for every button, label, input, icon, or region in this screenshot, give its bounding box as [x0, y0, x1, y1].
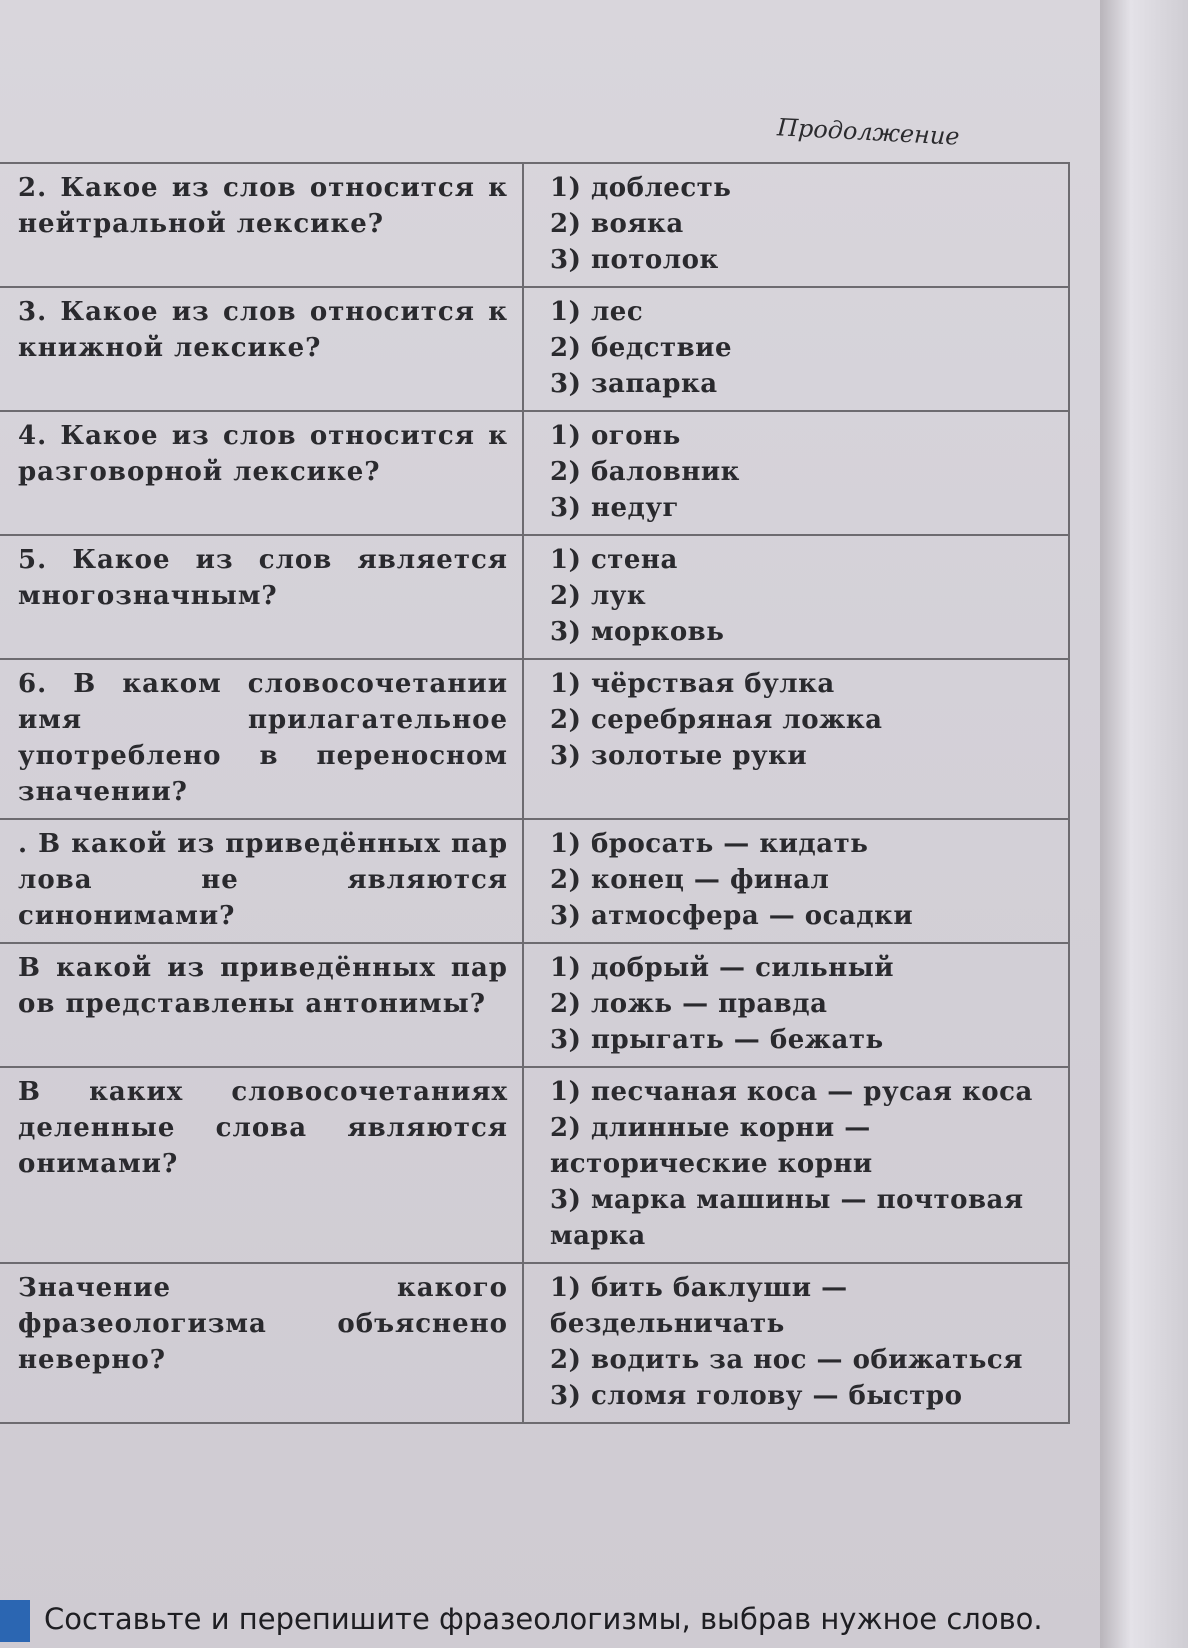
options-cell	[523, 1067, 1069, 1263]
option: 2) вояка	[550, 209, 684, 239]
option: 2) ложь — правда	[550, 989, 828, 1019]
option: 1) добрый — сильный	[550, 953, 895, 983]
question-cell: 2. Какое из слов относится к нейтральной лексике?	[0, 163, 523, 287]
question-cell: . В какой из приведённых пар лова не являются синонимами?	[0, 819, 523, 943]
option: 3) недуг	[550, 493, 679, 523]
question-cell: В каких словосочетаниях деленные слова являются онимами?	[0, 1067, 523, 1263]
table-row	[0, 1263, 1069, 1423]
option: 2) серебряная ложка	[550, 705, 883, 735]
option: 2) баловник	[550, 457, 740, 487]
question-cell: 4. Какое из слов относится к разговорной лексике?	[0, 411, 523, 535]
options-cell	[523, 819, 1069, 943]
options-cell	[523, 163, 1069, 287]
table-row	[0, 819, 1069, 943]
option: 1) бить баклуши — бездельничать	[550, 1273, 848, 1339]
option: 2) лук	[550, 581, 647, 611]
task-number-box	[0, 1600, 30, 1642]
next-page-edge	[1100, 0, 1188, 1648]
task-text: Составьте и перепишите фразеологизмы, выбрав нужное слово.	[44, 1602, 1043, 1636]
question-cell: Значение какого фразеологизма объяснено неверно?	[0, 1263, 523, 1423]
option: 3) сломя голову — быстро	[550, 1381, 963, 1411]
option: 3) золотые руки	[550, 741, 808, 771]
option: 2) конец — финал	[550, 865, 830, 895]
option: 1) бросать — кидать	[550, 829, 869, 859]
option: 3) марка машины — почтовая марка	[550, 1185, 1024, 1251]
options-cell	[523, 659, 1069, 819]
table-row	[0, 943, 1069, 1067]
option: 2) бедствие	[550, 333, 732, 363]
options-cell	[523, 411, 1069, 535]
option: 2) водить за нос — обижаться	[550, 1345, 1023, 1375]
table-row	[0, 163, 1069, 287]
table-row	[0, 411, 1069, 535]
option: 3) атмосфера — осадки	[550, 901, 914, 931]
option: 1) чёрствая булка	[550, 669, 835, 699]
option: 3) морковь	[550, 617, 725, 647]
table-row	[0, 287, 1069, 411]
option: 1) песчаная коса — русая коса	[550, 1077, 1033, 1107]
options-cell	[523, 535, 1069, 659]
question-cell: 6. В каком словосочетании имя прилагательное употреблено в переносном значении?	[0, 659, 523, 819]
options-cell	[523, 943, 1069, 1067]
options-cell	[523, 287, 1069, 411]
option: 1) доблесть	[550, 173, 732, 203]
quiz-table	[0, 162, 1070, 1424]
task-instruction	[0, 1600, 1100, 1642]
option: 1) стена	[550, 545, 678, 575]
option: 3) прыгать — бежать	[550, 1025, 884, 1055]
table-row	[0, 535, 1069, 659]
options-cell	[523, 1263, 1069, 1423]
question-cell: 3. Какое из слов относится к книжной лексике?	[0, 287, 523, 411]
table-row	[0, 659, 1069, 819]
option: 2) длинные корни — исторические корни	[550, 1113, 873, 1179]
option: 3) потолок	[550, 245, 719, 275]
table-row	[0, 1067, 1069, 1263]
continuation-label: Продолжение	[776, 113, 961, 151]
option: 3) запарка	[550, 369, 718, 399]
option: 1) лес	[550, 297, 644, 327]
question-cell: 5. Какое из слов является многозначным?	[0, 535, 523, 659]
option: 1) огонь	[550, 421, 681, 451]
question-cell: В какой из приведённых пар ов представлены антонимы?	[0, 943, 523, 1067]
